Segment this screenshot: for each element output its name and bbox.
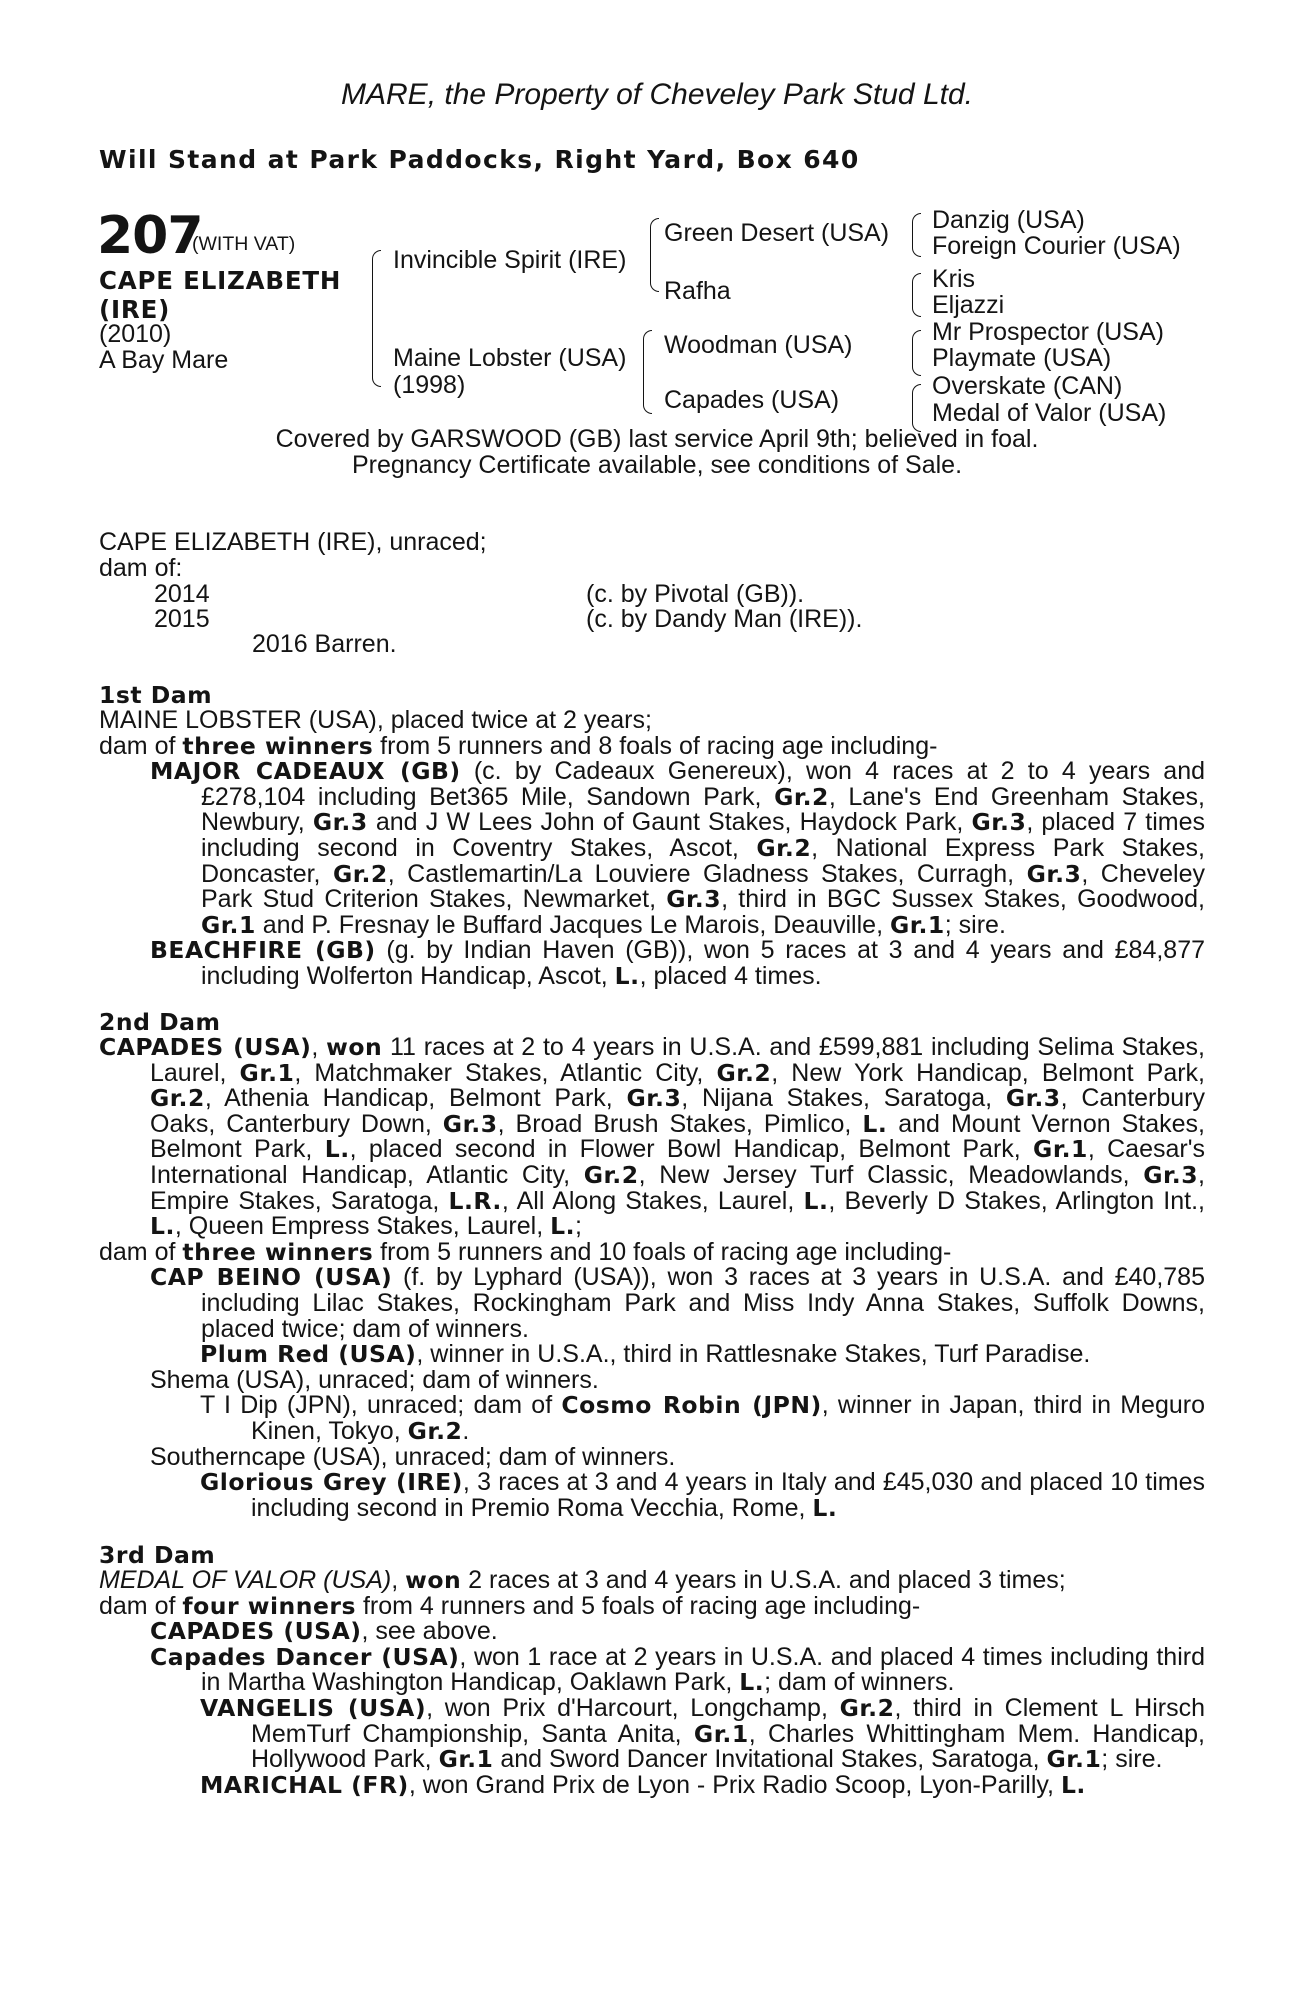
- pedigree-brace-dam: [643, 330, 652, 414]
- capades-ref-entry: CAPADES (USA), see above.: [150, 1617, 498, 1646]
- produce-detail-2015: (c. by Dandy Man (IRE)).: [586, 605, 863, 633]
- first-dam-section: [99, 708, 1205, 990]
- shema-entry: Shema (USA), unraced; dam of winners.: [150, 1365, 599, 1394]
- second-dam-section: [99, 1035, 1205, 1521]
- pedigree-brace-main: [372, 250, 381, 387]
- covering-note: Covered by GARSWOOD (GB) last service April 9th; believed in foal.: [275, 425, 1039, 453]
- stand-location: Will Stand at Park Paddocks, Right Yard, Box 640: [99, 145, 860, 174]
- pedigree-g4: Eljazzi: [932, 291, 1005, 319]
- first-dam-produce-line: dam of three winners from 5 runners and 8 foals of racing age including-: [99, 731, 938, 760]
- first-dam-summary: MAINE LOBSTER (USA), placed twice at 2 years;: [99, 706, 652, 734]
- cap-beino-entry: CAP BEINO (USA) (f. by Lyphard (USA)), won 3 races at 3 years in U.S.A. and £40,785 including Lilac Stakes, Rockingham Park and Miss Indy Anna Stakes, Suffolk Downs, placed twice; dam of winners.: [150, 1263, 1205, 1343]
- produce-intro: CAPE ELIZABETH (IRE), unraced;: [99, 528, 487, 556]
- horse-name: CAPE ELIZABETH (IRE): [99, 266, 342, 324]
- pedigree-brace-g1: [912, 213, 921, 257]
- lot-number: 207: [97, 206, 203, 266]
- pedigree-sire: Invincible Spirit (IRE): [393, 246, 627, 274]
- pregnancy-note: Pregnancy Certificate available, see conditions of Sale.: [351, 451, 963, 479]
- pedigree-brace-sire: [650, 218, 659, 292]
- third-dam-heading: 3rd Dam: [99, 1541, 216, 1569]
- pedigree-g3: Kris: [932, 265, 976, 293]
- tidip-entry: T I Dip (JPN), unraced; dam of Cosmo Robin (JPN), winner in Japan, third in Meguro Kinen, Tokyo, Gr.2.: [200, 1391, 1205, 1445]
- beachfire-entry: BEACHFIRE (GB) (g. by Indian Haven (GB)), won 5 races at 3 and 4 years and £84,877 including Wolferton Handicap, Ascot, L., placed 4 times.: [150, 936, 1205, 990]
- pedigree-g1: Danzig (USA): [932, 206, 1085, 234]
- produce-year-2014: 2014: [154, 580, 210, 608]
- pedigree-sire-sire: Green Desert (USA): [664, 219, 890, 247]
- vangelis-entry: VANGELIS (USA), won Prix d'Harcourt, Longchamp, Gr.2, third in Clement L Hirsch MemTurf Championship, Santa Anita, Gr.1, Charles Whittingham Mem. Handicap, Hollywood Park, Gr.1 and Sword Dancer Invitational Stakes, Saratoga, Gr.1; sire.: [200, 1693, 1206, 1774]
- vat-note: (WITH VAT): [192, 233, 296, 255]
- second-dam-heading: 2nd Dam: [99, 1008, 221, 1036]
- third-dam-section: [99, 1568, 1205, 1798]
- major-cadeaux-entry: MAJOR CADEAUX (GB) (c. by Cadeaux Genereux), won 4 races at 2 to 4 years and £278,104 including Bet365 Mile, Sandown Park, Gr.2, Lane's End Greenham Stakes, Newbury, Gr.3 and J W Lees John of Gaunt Stakes, Haydock Park, Gr.3, placed 7 times including second in Coventry Stakes, Ascot, Gr.2, National Express Park Stakes, Doncaster, Gr.2, Castlemartin/La Louviere Gladness Stakes, Curragh, Gr.3, Cheveley Park Stud Criterion Stakes, Newmarket, Gr.3, third in BGC Sussex Stakes, Goodwood, Gr.1 and P. Fresnay le Buffard Jacques Le Marois, Deauville, Gr.1; sire.: [150, 757, 1206, 939]
- pedigree-dam-dam: Capades (USA): [664, 386, 840, 414]
- capades-entry: CAPADES (USA), won 11 races at 2 to 4 years in U.S.A. and £599,881 including Selima Stakes, Laurel, Gr.1, Matchmaker Stakes, Atlantic City, Gr.2, New York Handicap, Belmont Park, Gr.2, Athenia Handicap, Belmont Park, Gr.3, Nijana Stakes, Saratoga, Gr.3, Canterbury Oaks, Canterbury Down, Gr.3, Broad Brush Stakes, Pimlico, L. and Mount Vernon Stakes, Belmont Park, L., placed second in Flower Bowl Handicap, Belmont Park, Gr.1, Caesar's International Handicap, Atlantic City, Gr.2, New Jersey Turf Classic, Meadowlands, Gr.3, Empire Stakes, Saratoga, L.R., All Along Stakes, Laurel, L., Beverly D Stakes, Arlington Int., L., Queen Empress Stakes, Laurel, L.;: [99, 1033, 1206, 1241]
- pedigree-dam-year: (1998): [393, 371, 466, 399]
- plum-red-entry: Plum Red (USA), winner in U.S.A., third in Rattlesnake Stakes, Turf Paradise.: [200, 1340, 1091, 1369]
- pedigree-sire-dam: Rafha: [664, 277, 731, 305]
- pedigree-g2: Foreign Courier (USA): [932, 232, 1181, 260]
- produce-detail-2014: (c. by Pivotal (GB)).: [586, 580, 805, 608]
- pedigree-g6: Playmate (USA): [932, 344, 1112, 372]
- pedigree-dam-sire: Woodman (USA): [664, 331, 853, 359]
- medal-of-valor-entry: MEDAL OF VALOR (USA), won 2 races at 3 and 4 years in U.S.A. and placed 3 times;: [99, 1566, 1066, 1594]
- pedigree-dam: Maine Lobster (USA): [393, 344, 627, 372]
- pedigree-g7: Overskate (CAN): [932, 372, 1123, 400]
- marichal-entry: MARICHAL (FR), won Grand Prix de Lyon - Prix Radio Scoop, Lyon-Parilly, L.: [200, 1770, 1086, 1799]
- horse-description: A Bay Mare: [99, 346, 229, 374]
- horse-year: (2010): [99, 320, 172, 348]
- catalogue-title: MARE, the Property of Cheveley Park Stud Ltd.: [341, 78, 973, 111]
- pedigree-brace-g2: [912, 273, 921, 317]
- glorious-grey-entry: Glorious Grey (IRE), 3 races at 3 and 4 years in Italy and £45,030 and placed 10 times including second in Premio Roma Vecchia, Rome, L.: [200, 1468, 1205, 1522]
- produce-barren: 2016 Barren.: [252, 630, 397, 658]
- second-dam-produce-line: dam of three winners from 5 runners and 10 foals of racing age including-: [99, 1237, 952, 1266]
- produce-dam-of: dam of:: [99, 554, 183, 582]
- capades-dancer-entry: Capades Dancer (USA), won 1 race at 2 years in U.S.A. and placed 4 times including third in Martha Washington Handicap, Oaklawn Park, L.; dam of winners.: [150, 1642, 1205, 1697]
- third-dam-produce-line: dam of four winners from 4 runners and 5 foals of racing age including-: [99, 1591, 921, 1620]
- first-dam-heading: 1st Dam: [99, 681, 213, 709]
- pedigree-brace-g3: [912, 330, 921, 376]
- pedigree-g8: Medal of Valor (USA): [932, 399, 1167, 427]
- produce-year-2015: 2015: [154, 605, 210, 633]
- southerncape-entry: Southerncape (USA), unraced; dam of winners.: [150, 1442, 676, 1471]
- pedigree-g5: Mr Prospector (USA): [932, 318, 1164, 346]
